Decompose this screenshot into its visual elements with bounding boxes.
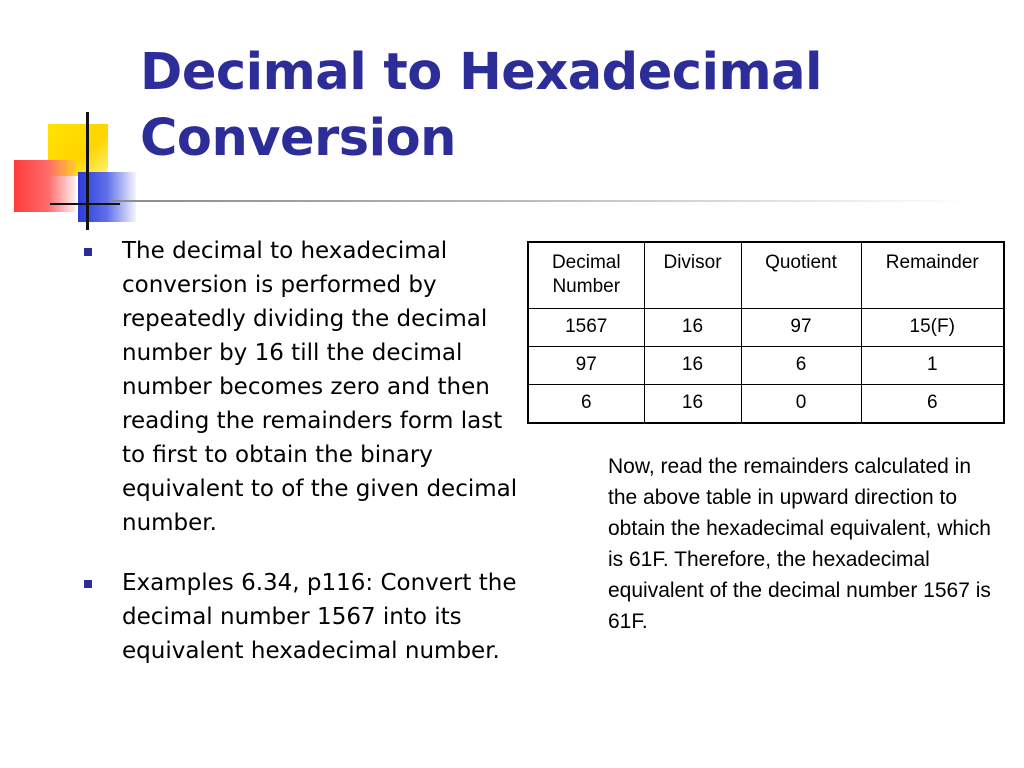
cell-remainder: 6 [861, 384, 1004, 423]
title-divider [110, 200, 970, 202]
cell-decimal: 97 [528, 346, 644, 384]
cell-quotient: 97 [741, 308, 861, 346]
square-bullet-icon [84, 580, 92, 588]
conversion-table-container [527, 241, 1005, 424]
cell-quotient: 0 [741, 384, 861, 423]
cell-remainder: 1 [861, 346, 1004, 384]
cell-decimal: 1567 [528, 308, 644, 346]
cell-divisor: 16 [644, 308, 741, 346]
bullet-item [84, 234, 524, 540]
header-remainder: Remainder [861, 242, 1004, 308]
cell-divisor: 16 [644, 384, 741, 423]
bullet-item [84, 566, 524, 668]
slide-title: Decimal to Hexadecimal Conversion [140, 43, 823, 168]
cell-remainder: 15(F) [861, 308, 1004, 346]
bullet-list [84, 234, 524, 694]
conversion-table [527, 241, 1005, 424]
decorative-logo [0, 0, 150, 240]
cell-decimal: 6 [528, 384, 644, 423]
cell-divisor: 16 [644, 346, 741, 384]
header-quotient: Quotient [741, 242, 861, 308]
bullet-text: Examples 6.34, p116: Convert the decimal number 1567 into its equivalent hexadecimal number. [122, 570, 517, 664]
header-decimal-number: Decimal Number [528, 242, 644, 308]
table-row [528, 346, 1004, 384]
header-divisor: Divisor [644, 242, 741, 308]
cell-quotient: 6 [741, 346, 861, 384]
vertical-line [86, 112, 89, 230]
bullet-text: The decimal to hexadecimal conversion is performed by repeatedly dividing the decimal number by 16 till the decimal number becomes zero and then reading the remainders form last to first to obtain the binary equivalent to of the given decimal number. [122, 238, 518, 536]
table-row [528, 308, 1004, 346]
square-bullet-icon [84, 248, 92, 256]
table-header-row [528, 242, 1004, 308]
horizontal-line [50, 203, 120, 205]
explanation-note: Now, read the remainders calculated in the above table in upward direction to obtain the hexadecimal equivalent, which is 61F. Therefore, the hexadecimal equivalent of the decimal number 1567 is 61F. [608, 455, 991, 633]
table-row [528, 384, 1004, 423]
